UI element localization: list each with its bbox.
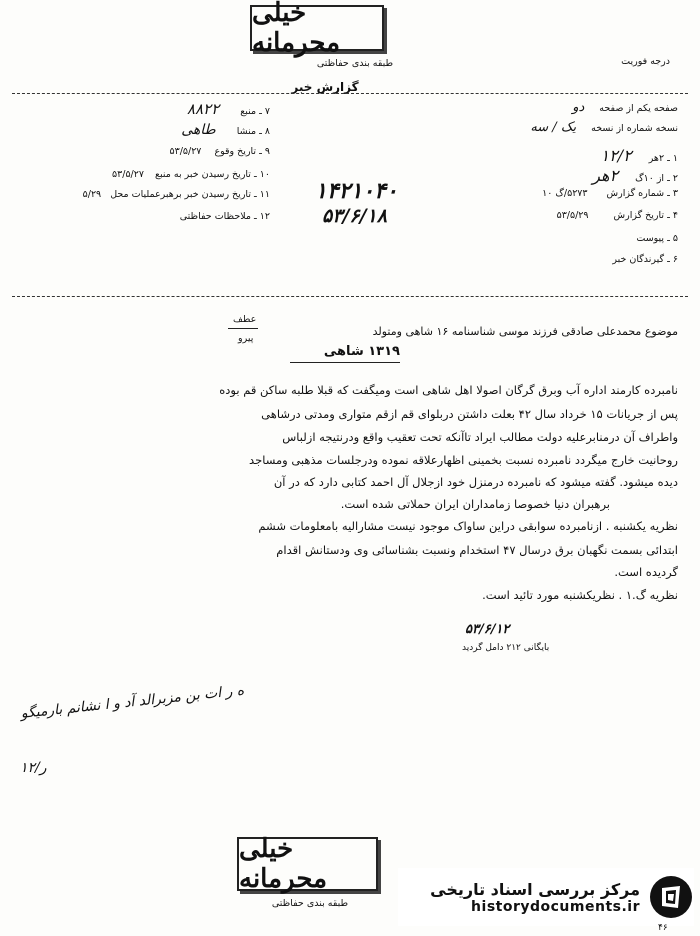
right-field-label: نسخه شماره از نسخه xyxy=(591,123,678,134)
right-field-3 xyxy=(428,166,678,185)
left-field-label: ۱۰ ـ تاریخ رسیدن خبر به منبع xyxy=(155,169,270,180)
subject-underline xyxy=(290,362,400,363)
body-line-8: گردیده است. xyxy=(614,565,678,579)
right-field-0 xyxy=(428,100,678,115)
report-title: گزارش خبر xyxy=(291,80,359,94)
atf-underline xyxy=(228,328,258,329)
subject-line-1: موضوع محمدعلی صادقی فرزند موسی شناسنامه ۱۶ شاهی ومتولد xyxy=(372,325,678,338)
body-line-3: روحانیت خارج میگردد نامبرده نسبت بخمینی اظهارعلاقه نموده ودرجلسات مذهبی ومساجد xyxy=(249,453,678,467)
bottom-classification-label: طبقه بندی حفاظتی xyxy=(271,898,349,909)
right-field-label: ۲ ـ از ۱۰گ xyxy=(635,173,678,184)
left-field-1 xyxy=(20,122,270,138)
right-field-label: صفحه یکم از صفحه xyxy=(599,103,678,114)
left-field-value: طاهی xyxy=(181,122,216,138)
body-line-1: پس از جریانات ۱۵ خرداد سال ۴۲ بعلت داشتن دربلوای قم ازقم متواری ومدتی درشاهی xyxy=(261,407,678,421)
left-field-4 xyxy=(12,189,270,200)
right-field-label: ۳ ـ شماره گزارش xyxy=(606,188,678,199)
urgency-label: درجه فوریت xyxy=(621,56,670,67)
left-field-label: ۹ ـ تاریخ وقوع xyxy=(214,146,270,157)
body-line-5: برهبران دنیا خصوصا زمامداران ایران حملاتی شده است. xyxy=(340,497,610,511)
handwritten-note-line-1: ه ر ات بن مزبرالد آد و ا نشانم بارمیگو xyxy=(20,682,245,722)
top-classification-stamp xyxy=(250,0,384,58)
atf-label: عطف xyxy=(233,314,257,325)
page-mark: ۴۶ xyxy=(658,923,668,933)
body-line-2: واطراف آن درمنابرعلیه دولت مطالب ایراد تاآنکه تحت تعقیب واقع ودرنتیجه ازلباس xyxy=(282,430,678,444)
right-field-4 xyxy=(428,188,678,199)
brand-logo-icon xyxy=(648,874,694,920)
top-classification-label: طبقه بندی حفاظتی xyxy=(316,58,394,69)
body-line-7: ابتدائی بسمت نگهبان برق درسال ۴۷ استخدام ونسبت بشناسائی وی ودستانش اقدام xyxy=(276,543,678,557)
handwritten-number-2: ۵۳/۶/۱۸ xyxy=(322,205,387,227)
brand-text-block xyxy=(398,880,640,915)
header-divider xyxy=(12,93,688,94)
right-field-1 xyxy=(428,120,678,135)
left-field-2 xyxy=(20,146,270,157)
brand-url[interactable]: historydocuments.ir xyxy=(471,898,640,915)
register-date: ۵۳/۶/۱۲ xyxy=(465,622,510,637)
body-line-0: نامبرده کارمند اداره آب وبرق گرگان اصولا اهل شاهی است ومیگفت که قبلا طلبه ساکن قم بوده xyxy=(219,383,678,397)
left-field-value: ۸۸۲۲ xyxy=(186,100,220,118)
body-line-4: دیده میشود. گفته میشود که نامبرده درمنزل خود ازجلال آل احمد کتابی دارد که در آن xyxy=(273,475,678,489)
left-field-0 xyxy=(20,100,270,118)
left-field-value: ۵۳/۵/۲۷ xyxy=(112,169,144,180)
right-field-label: ۱ ـ ۲هر xyxy=(648,153,678,164)
right-field-label: ۶ ـ گیرندگان خبر xyxy=(612,254,678,265)
left-field-label: ۱۱ ـ تاریخ رسیدن خبر برهبرعملیات محل xyxy=(110,189,270,200)
top-stamp-text: خیلی محرمانه xyxy=(252,0,341,58)
right-field-value: ۱۲/۲ xyxy=(600,146,632,165)
left-field-label: ۱۲ ـ ملاحظات حفاظتی xyxy=(179,211,270,222)
right-field-5 xyxy=(428,210,678,221)
right-field-value: یک / سه xyxy=(530,120,577,135)
brand-name: مرکز بررسی اسناد تاریخی xyxy=(430,879,640,899)
right-field-value: ۵۲۷۳/گ ۱۰ xyxy=(542,188,588,199)
subject-line-2: ۱۳۱۹ شاهی xyxy=(323,344,400,359)
right-field-label: ۵ ـ پیوست xyxy=(636,233,678,244)
right-field-label: ۴ ـ تاریخ گزارش xyxy=(613,210,678,221)
left-field-3 xyxy=(20,169,270,180)
right-field-value: ۲هر xyxy=(592,166,619,185)
right-field-6 xyxy=(428,233,678,244)
left-field-value: ۵/۲۹ xyxy=(82,189,102,200)
left-field-5 xyxy=(20,211,270,222)
left-field-label: ۸ ـ منشا xyxy=(236,126,270,137)
register-archive: بایگانی ۲۱۲ دامل گردید xyxy=(462,643,550,653)
right-field-2 xyxy=(428,146,678,165)
handwritten-number-1: ۱۴۲۱۰۴۰ xyxy=(315,178,398,204)
handwritten-note-line-2: ۱۲/ر xyxy=(20,760,47,776)
pirov-label: پیرو xyxy=(238,333,254,344)
bottom-stamp-text: خیلی محرمانه xyxy=(239,834,328,894)
body-line-6: نظریه یکشنبه . ازنامبرده سوابقی دراین ساواک موجود نیست مشارالیه بامعلومات ششم xyxy=(258,519,678,533)
brand-watermark xyxy=(398,868,694,926)
right-field-7 xyxy=(428,254,678,265)
right-field-value: دو xyxy=(572,100,585,115)
right-field-value: ۵۳/۵/۲۹ xyxy=(556,210,589,221)
left-field-value: ۵۳/۵/۲۷ xyxy=(169,146,202,157)
fields-divider xyxy=(12,296,688,297)
body-line-9: نظریه گ.۱ . نظریکشنبه مورد تائید است. xyxy=(482,588,678,602)
bottom-classification-stamp xyxy=(237,834,378,894)
left-field-label: ۷ ـ منبع xyxy=(240,106,270,117)
